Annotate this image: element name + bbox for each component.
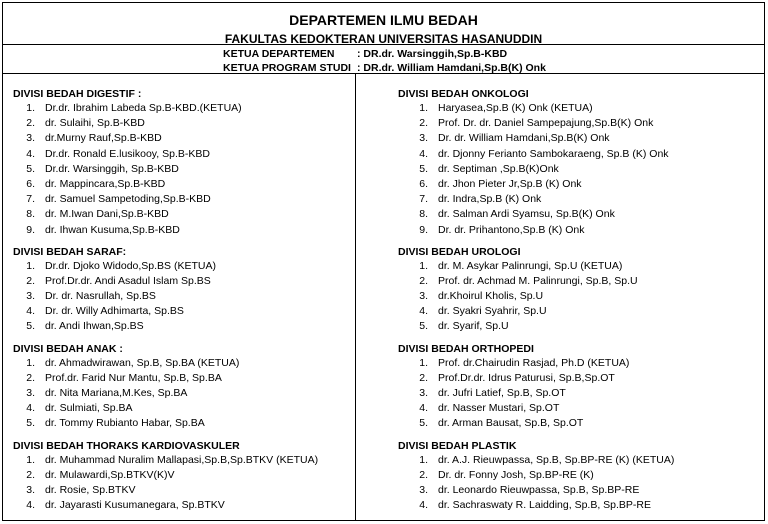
member-name: Haryasea,Sp.B (K) Onk (KETUA) [438, 102, 593, 114]
member-name: dr. A.J. Rieuwpassa, Sp.B, Sp.BP-RE (K) (KETUA) [438, 453, 675, 466]
member-number: 1. [26, 102, 35, 114]
member-number: 4. [26, 402, 35, 415]
member-name: dr. Septiman ,Sp.B(K)Onk [438, 162, 559, 175]
member-number: 9. [419, 223, 428, 236]
member-number: 7. [419, 193, 428, 206]
member-number: 1. [419, 259, 428, 272]
member-list-item [398, 453, 763, 468]
member-name: Prof.dr. Farid Nur Mantu, Sp.B, Sp.BA [45, 371, 222, 384]
member-list-item [13, 289, 353, 304]
member-list-item [398, 289, 763, 304]
member-name: dr. Mappincara,Sp.B-KBD [45, 177, 166, 190]
division-heading-plastik: DIVISI BEDAH PLASTIK [398, 439, 517, 452]
member-list-item [398, 131, 763, 146]
member-number: 1. [419, 453, 428, 466]
member-number: 4. [26, 305, 35, 318]
division-gap [398, 238, 763, 245]
document-header [3, 3, 764, 74]
member-name: dr. Ihwan Kusuma,Sp.B-KBD [45, 223, 180, 236]
member-name: dr. M. Asykar Palinrungi, Sp.U (KETUA) [438, 259, 623, 272]
division-heading-orthopedi: DIVISI BEDAH ORTHOPEDI [398, 342, 534, 355]
member-name: Dr. dr. William Hamdani,Sp.B(K) Onk [438, 132, 610, 145]
member-number: 3. [26, 132, 35, 145]
division-gap [13, 238, 353, 245]
member-list-item [13, 483, 353, 498]
member-list-item [13, 401, 353, 416]
member-name: Dr.dr. Ronald E.lusikooy, Sp.B-KBD [45, 147, 210, 160]
division-heading-thoraks-kardiovaskuler: DIVISI BEDAH THORAKS KARDIOVASKULER [13, 439, 240, 452]
division-heading-onkologi: DIVISI BEDAH ONKOLOGI [398, 88, 529, 100]
member-number: 5. [26, 320, 35, 333]
member-number: 5. [26, 417, 35, 430]
member-name: Prof.Dr.dr. Idrus Paturusi, Sp.B,Sp.OT [438, 371, 615, 384]
member-list-item [398, 498, 763, 513]
member-list-item [13, 386, 353, 401]
member-list-item [13, 274, 353, 289]
member-list-item [398, 416, 763, 431]
member-number: 2. [26, 117, 35, 130]
member-number: 4. [419, 305, 428, 318]
member-number: 4. [26, 499, 35, 512]
member-name: dr. Syakri Syahrir, Sp.U [438, 305, 547, 318]
ketua-prodi-value: : DR.dr. William Hamdani,Sp.B(K) Onk [357, 62, 546, 74]
division-gap [398, 432, 763, 439]
member-name: dr. Djonny Ferianto Sambokaraeng, Sp.B (K) Onk [438, 147, 669, 160]
member-number: 3. [419, 290, 428, 303]
member-list-item [13, 259, 353, 274]
member-number: 6. [419, 177, 428, 190]
member-number: 4. [26, 147, 35, 160]
member-name: dr. Indra,Sp.B (K) Onk [438, 193, 542, 206]
member-name: dr. Leonardo Rieuwpassa, Sp.B, Sp.BP-RE [438, 483, 640, 496]
division-heading-digestif: DIVISI BEDAH DIGESTIF : [13, 88, 142, 100]
member-name: dr.Khoirul Kholis, Sp.U [438, 290, 544, 303]
ketua-prodi-label: KETUA PROGRAM STUDI [223, 62, 351, 74]
member-list-item [398, 177, 763, 192]
member-list-item [13, 162, 353, 177]
document-page [2, 2, 765, 521]
member-list-item [13, 319, 353, 334]
column-divider [355, 74, 356, 521]
member-name: dr. Sulaihi, Sp.B-KBD [45, 117, 145, 130]
member-list-item [398, 356, 763, 371]
member-number: 1. [419, 102, 428, 114]
member-name: dr. Sulmiati, Sp.BA [45, 402, 133, 415]
member-list-item [398, 192, 763, 207]
member-name: dr. Jhon Pieter Jr,Sp.B (K) Onk [438, 177, 582, 190]
member-list-item [398, 304, 763, 319]
member-number: 4. [419, 402, 428, 415]
member-number: 5. [419, 162, 428, 175]
member-list-item [13, 177, 353, 192]
member-list-item [13, 101, 353, 116]
member-name: dr. Jayarasti Kusumanegara, Sp.BTKV [45, 499, 225, 512]
member-name: Prof. dr.Chairudin Rasjad, Ph.D (KETUA) [438, 356, 630, 369]
member-number: 2. [26, 274, 35, 287]
member-list-item [13, 131, 353, 146]
member-list-item [398, 386, 763, 401]
member-number: 2. [26, 468, 35, 481]
member-list-item [13, 116, 353, 131]
member-name: Prof. Dr. dr. Daniel Sampepajung,Sp.B(K) Onk [438, 117, 654, 130]
member-name: dr. Sachraswaty R. Laidding, Sp.B, Sp.BP-RE [438, 499, 652, 512]
member-list-item [13, 453, 353, 468]
division-gap [13, 432, 353, 439]
member-number: 5. [419, 417, 428, 430]
member-number: 3. [26, 387, 35, 399]
division-heading-urologi: DIVISI BEDAH UROLOGI [398, 245, 521, 258]
faculty-subtitle: FAKULTAS KEDOKTERAN UNIVERSITAS HASANUDDIN [224, 32, 543, 46]
member-name: dr. Andi Ihwan,Sp.BS [45, 320, 144, 333]
member-list-item [13, 223, 353, 238]
member-name: dr. Mulawardi,Sp.BTKV(K)V [45, 468, 175, 481]
member-number: 1. [419, 356, 428, 369]
left-division-column [13, 87, 353, 513]
member-number: 2. [419, 274, 428, 287]
member-number: 8. [419, 208, 428, 221]
member-number: 2. [26, 371, 35, 384]
member-name: dr. M.Iwan Dani,Sp.B-KBD [45, 208, 169, 221]
member-name: dr. Rosie, Sp.BTKV [45, 483, 136, 496]
member-name: Dr. dr. Fonny Josh, Sp.BP-RE (K) [438, 468, 594, 481]
member-name: Prof. dr. Achmad M. Palinrungi, Sp.B, Sp.U [438, 274, 638, 287]
member-name: Prof.Dr.dr. Andi Asadul Islam Sp.BS [45, 274, 211, 287]
member-list-item [13, 192, 353, 207]
member-list-item [398, 223, 763, 238]
member-name: dr. Jufri Latief, Sp.B, Sp.OT [438, 387, 566, 399]
member-number: 4. [419, 499, 428, 512]
member-number: 9. [26, 223, 35, 236]
member-name: dr. Ahmadwirawan, Sp.B, Sp.BA (KETUA) [45, 356, 240, 369]
member-name: dr. Nita Mariana,M.Kes, Sp.BA [45, 387, 188, 399]
member-list-item [13, 356, 353, 371]
member-number: 2. [419, 117, 428, 130]
member-number: 6. [26, 177, 35, 190]
member-name: dr. Samuel Sampetoding,Sp.B-KBD [45, 193, 211, 206]
member-list-item [398, 319, 763, 334]
member-list-item [398, 401, 763, 416]
member-list-item [398, 147, 763, 162]
member-name: dr. Tommy Rubianto Habar, Sp.BA [45, 417, 205, 430]
member-name: dr. Nasser Mustari, Sp.OT [438, 402, 560, 415]
member-name: dr.Murny Rauf,Sp.B-KBD [45, 132, 162, 145]
member-name: Dr. dr. Prihantono,Sp.B (K) Onk [438, 223, 585, 236]
member-list-item [398, 259, 763, 274]
member-number: 8. [26, 208, 35, 221]
member-number: 2. [419, 468, 428, 481]
member-number: 3. [26, 290, 35, 303]
member-name: dr. Salman Ardi Syamsu, Sp.B(K) Onk [438, 208, 615, 221]
member-list-item [13, 468, 353, 483]
member-number: 3. [419, 132, 428, 145]
member-list-item [398, 274, 763, 289]
member-name: dr. Arman Bausat, Sp.B, Sp.OT [438, 417, 584, 430]
member-name: Dr.dr. Djoko Widodo,Sp.BS (KETUA) [45, 259, 216, 272]
member-number: 1. [26, 356, 35, 369]
member-list-item [398, 116, 763, 131]
member-name: dr. Muhammad Nuralim Mallapasi,Sp.B,Sp.BTKV (KETUA) [45, 453, 319, 466]
member-list-item [13, 416, 353, 431]
ketua-departemen-value: : DR.dr. Warsinggih,Sp.B-KBD [357, 48, 508, 60]
member-number: 1. [26, 453, 35, 466]
division-heading-anak: DIVISI BEDAH ANAK : [13, 342, 123, 355]
member-list-item [13, 304, 353, 319]
member-name: Dr. dr. Willy Adhimarta, Sp.BS [45, 305, 184, 318]
member-list-item [398, 162, 763, 177]
member-number: 3. [26, 483, 35, 496]
member-list-item [13, 207, 353, 222]
member-name: Dr. dr. Nasrullah, Sp.BS [45, 290, 156, 303]
division-gap [13, 335, 353, 342]
member-list-item [13, 498, 353, 513]
division-heading-saraf: DIVISI BEDAH SARAF: [13, 245, 127, 258]
member-number: 1. [26, 259, 35, 272]
member-number: 5. [419, 320, 428, 333]
member-name: Dr.dr. Ibrahim Labeda Sp.B-KBD.(KETUA) [45, 102, 242, 114]
member-number: 3. [419, 483, 428, 496]
member-name: dr. Syarif, Sp.U [438, 320, 509, 333]
member-list-item [398, 207, 763, 222]
member-number: 4. [419, 147, 428, 160]
member-list-item [13, 371, 353, 386]
member-list-item [398, 101, 763, 116]
ketua-prodi-row [223, 62, 546, 74]
member-list-item [398, 468, 763, 483]
member-name: Dr.dr. Warsinggih, Sp.B-KBD [45, 162, 179, 175]
department-title: DEPARTEMEN ILMU BEDAH [289, 12, 478, 28]
member-number: 7. [26, 193, 35, 206]
ketua-departemen-label: KETUA DEPARTEMEN [223, 48, 335, 60]
member-number: 2. [419, 371, 428, 384]
member-list-item [398, 483, 763, 498]
right-division-column [398, 87, 763, 513]
ketua-departemen-row [223, 48, 507, 60]
member-list-item [398, 371, 763, 386]
member-number: 5. [26, 162, 35, 175]
division-gap [398, 335, 763, 342]
member-number: 3. [419, 387, 428, 399]
member-list-item [13, 147, 353, 162]
